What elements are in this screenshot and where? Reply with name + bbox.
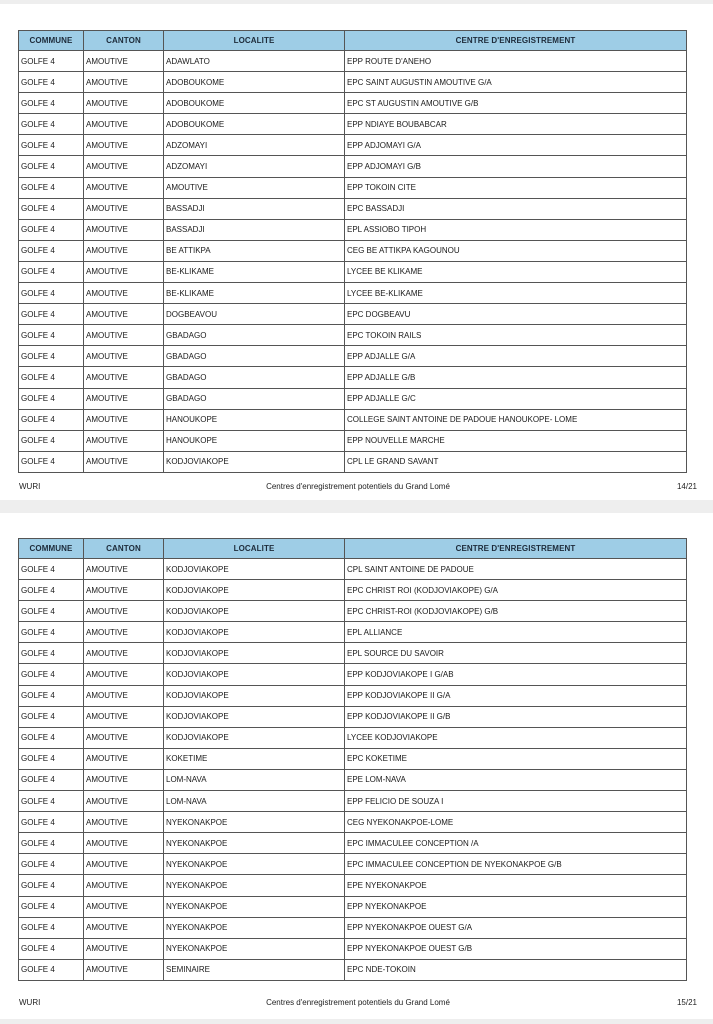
table-row — [19, 959, 687, 980]
document-page — [0, 4, 713, 500]
cell-centre: EPL ALLIANCE — [345, 622, 687, 643]
table-row — [19, 325, 687, 346]
table-row — [19, 177, 687, 198]
table-row — [19, 261, 687, 282]
table-row — [19, 367, 687, 388]
cell-commune: GOLFE 4 — [19, 304, 84, 325]
table-row — [19, 875, 687, 896]
cell-commune: GOLFE 4 — [19, 346, 84, 367]
cell-commune: GOLFE 4 — [19, 938, 84, 959]
footer-title: Centres d'enregistrement potentiels du Grand Lomé — [266, 482, 450, 491]
column-header-centre: CENTRE D'ENREGISTREMENT — [345, 31, 687, 51]
cell-centre: EPP NYEKONAKPOE — [345, 896, 687, 917]
cell-localite: KODJOVIAKOPE — [164, 451, 345, 472]
cell-commune: GOLFE 4 — [19, 156, 84, 177]
cell-commune: GOLFE 4 — [19, 283, 84, 304]
cell-canton: AMOUTIVE — [84, 240, 164, 261]
column-header-canton: CANTON — [84, 31, 164, 51]
table-row — [19, 727, 687, 748]
column-header-centre: CENTRE D'ENREGISTREMENT — [345, 539, 687, 559]
cell-localite: ADZOMAYI — [164, 135, 345, 156]
cell-canton: AMOUTIVE — [84, 875, 164, 896]
cell-commune: GOLFE 4 — [19, 833, 84, 854]
table-row — [19, 93, 687, 114]
cell-localite: BE-KLIKAME — [164, 283, 345, 304]
cell-centre: EPC CHRIST-ROI (KODJOVIAKOPE) G/B — [345, 601, 687, 622]
cell-centre: EPP KODJOVIAKOPE I G/AB — [345, 664, 687, 685]
cell-commune: GOLFE 4 — [19, 791, 84, 812]
table-body — [19, 559, 687, 981]
cell-canton: AMOUTIVE — [84, 367, 164, 388]
cell-commune: GOLFE 4 — [19, 896, 84, 917]
table-row — [19, 917, 687, 938]
cell-canton: AMOUTIVE — [84, 580, 164, 601]
cell-centre: EPP NYEKONAKPOE OUEST G/A — [345, 917, 687, 938]
cell-localite: BE-KLIKAME — [164, 261, 345, 282]
column-header-localite: LOCALITE — [164, 31, 345, 51]
table-row — [19, 240, 687, 261]
cell-localite: KODJOVIAKOPE — [164, 580, 345, 601]
cell-commune: GOLFE 4 — [19, 219, 84, 240]
cell-localite: KODJOVIAKOPE — [164, 727, 345, 748]
cell-canton: AMOUTIVE — [84, 72, 164, 93]
cell-localite: GBADAGO — [164, 388, 345, 409]
cell-centre: EPP KODJOVIAKOPE II G/B — [345, 706, 687, 727]
cell-canton: AMOUTIVE — [84, 261, 164, 282]
cell-centre: EPP FELICIO DE SOUZA I — [345, 791, 687, 812]
cell-canton: AMOUTIVE — [84, 833, 164, 854]
cell-localite: LOM-NAVA — [164, 791, 345, 812]
cell-commune: GOLFE 4 — [19, 177, 84, 198]
registration-centers-table — [18, 30, 687, 473]
cell-canton: AMOUTIVE — [84, 135, 164, 156]
cell-commune: GOLFE 4 — [19, 325, 84, 346]
cell-commune: GOLFE 4 — [19, 601, 84, 622]
column-header-canton: CANTON — [84, 539, 164, 559]
footer-org: WURI — [19, 482, 41, 491]
cell-canton: AMOUTIVE — [84, 409, 164, 430]
cell-centre: CEG NYEKONAKPOE-LOME — [345, 812, 687, 833]
cell-localite: KODJOVIAKOPE — [164, 706, 345, 727]
cell-centre: EPC NDE-TOKOIN — [345, 959, 687, 980]
table-row — [19, 896, 687, 917]
cell-commune: GOLFE 4 — [19, 959, 84, 980]
cell-canton: AMOUTIVE — [84, 451, 164, 472]
table-row — [19, 156, 687, 177]
cell-commune: GOLFE 4 — [19, 917, 84, 938]
cell-commune: GOLFE 4 — [19, 135, 84, 156]
cell-commune: GOLFE 4 — [19, 240, 84, 261]
cell-centre: EPP ADJOMAYI G/B — [345, 156, 687, 177]
cell-canton: AMOUTIVE — [84, 622, 164, 643]
cell-commune: GOLFE 4 — [19, 748, 84, 769]
cell-centre: EPC IMMACULEE CONCEPTION DE NYEKONAKPOE G/B — [345, 854, 687, 875]
cell-localite: GBADAGO — [164, 367, 345, 388]
table-row — [19, 346, 687, 367]
cell-localite: LOM-NAVA — [164, 769, 345, 790]
cell-commune: GOLFE 4 — [19, 388, 84, 409]
cell-commune: GOLFE 4 — [19, 685, 84, 706]
cell-canton: AMOUTIVE — [84, 664, 164, 685]
cell-centre: EPP NOUVELLE MARCHE — [345, 430, 687, 451]
cell-localite: ADOBOUKOME — [164, 93, 345, 114]
table-row — [19, 114, 687, 135]
cell-localite: KODJOVIAKOPE — [164, 622, 345, 643]
cell-commune: GOLFE 4 — [19, 580, 84, 601]
column-header-commune: COMMUNE — [19, 31, 84, 51]
table-row — [19, 622, 687, 643]
cell-localite: NYEKONAKPOE — [164, 896, 345, 917]
cell-canton: AMOUTIVE — [84, 791, 164, 812]
cell-commune: GOLFE 4 — [19, 559, 84, 580]
cell-centre: EPL SOURCE DU SAVOIR — [345, 643, 687, 664]
cell-localite: KODJOVIAKOPE — [164, 643, 345, 664]
cell-centre: EPL ASSIOBO TIPOH — [345, 219, 687, 240]
cell-localite: NYEKONAKPOE — [164, 875, 345, 896]
table-row — [19, 388, 687, 409]
cell-commune: GOLFE 4 — [19, 812, 84, 833]
cell-canton: AMOUTIVE — [84, 388, 164, 409]
cell-commune: GOLFE 4 — [19, 198, 84, 219]
cell-localite: AMOUTIVE — [164, 177, 345, 198]
cell-canton: AMOUTIVE — [84, 727, 164, 748]
cell-canton: AMOUTIVE — [84, 346, 164, 367]
table-row — [19, 643, 687, 664]
cell-canton: AMOUTIVE — [84, 219, 164, 240]
cell-commune: GOLFE 4 — [19, 643, 84, 664]
page-footer — [19, 482, 697, 494]
cell-canton: AMOUTIVE — [84, 114, 164, 135]
table-row — [19, 580, 687, 601]
cell-canton: AMOUTIVE — [84, 198, 164, 219]
table-row — [19, 51, 687, 72]
cell-canton: AMOUTIVE — [84, 283, 164, 304]
table-row — [19, 854, 687, 875]
table-row — [19, 938, 687, 959]
cell-centre: EPP ROUTE D'ANEHO — [345, 51, 687, 72]
footer-org: WURI — [19, 998, 41, 1007]
cell-centre: EPP ADJALLE G/C — [345, 388, 687, 409]
table-row — [19, 664, 687, 685]
cell-centre: EPC CHRIST ROI (KODJOVIAKOPE) G/A — [345, 580, 687, 601]
table-row — [19, 430, 687, 451]
footer-title: Centres d'enregistrement potentiels du Grand Lomé — [266, 998, 450, 1007]
cell-commune: GOLFE 4 — [19, 72, 84, 93]
cell-commune: GOLFE 4 — [19, 114, 84, 135]
cell-canton: AMOUTIVE — [84, 643, 164, 664]
cell-localite: NYEKONAKPOE — [164, 833, 345, 854]
cell-centre: LYCEE KODJOVIAKOPE — [345, 727, 687, 748]
cell-canton: AMOUTIVE — [84, 430, 164, 451]
table-row — [19, 685, 687, 706]
table-row — [19, 791, 687, 812]
cell-commune: GOLFE 4 — [19, 51, 84, 72]
cell-centre: LYCEE BE-KLIKAME — [345, 283, 687, 304]
table-row — [19, 812, 687, 833]
cell-centre: EPE NYEKONAKPOE — [345, 875, 687, 896]
cell-localite: NYEKONAKPOE — [164, 854, 345, 875]
cell-centre: EPC TOKOIN RAILS — [345, 325, 687, 346]
page-number: 14/21 — [676, 482, 697, 491]
table-row — [19, 451, 687, 472]
cell-centre: CPL LE GRAND SAVANT — [345, 451, 687, 472]
cell-localite: ADOBOUKOME — [164, 114, 345, 135]
page-number: 15/21 — [676, 998, 697, 1007]
cell-localite: ADOBOUKOME — [164, 72, 345, 93]
cell-canton: AMOUTIVE — [84, 938, 164, 959]
cell-canton: AMOUTIVE — [84, 325, 164, 346]
cell-centre: EPP NYEKONAKPOE OUEST G/B — [345, 938, 687, 959]
cell-localite: BASSADJI — [164, 219, 345, 240]
cell-canton: AMOUTIVE — [84, 769, 164, 790]
cell-canton: AMOUTIVE — [84, 896, 164, 917]
table-row — [19, 769, 687, 790]
cell-canton: AMOUTIVE — [84, 177, 164, 198]
cell-canton: AMOUTIVE — [84, 685, 164, 706]
cell-commune: GOLFE 4 — [19, 93, 84, 114]
document-page — [0, 513, 713, 1019]
cell-centre: EPC KOKETIME — [345, 748, 687, 769]
table-row — [19, 135, 687, 156]
cell-canton: AMOUTIVE — [84, 559, 164, 580]
cell-localite: KODJOVIAKOPE — [164, 664, 345, 685]
table-body — [19, 51, 687, 473]
cell-centre: EPP ADJOMAYI G/A — [345, 135, 687, 156]
cell-canton: AMOUTIVE — [84, 706, 164, 727]
page-footer — [19, 998, 697, 1010]
table-row — [19, 833, 687, 854]
table-row — [19, 198, 687, 219]
cell-localite: ADAWLATO — [164, 51, 345, 72]
cell-localite: NYEKONAKPOE — [164, 917, 345, 938]
cell-centre: EPP TOKOIN CITE — [345, 177, 687, 198]
cell-localite: GBADAGO — [164, 325, 345, 346]
cell-centre: EPP ADJALLE G/A — [345, 346, 687, 367]
cell-commune: GOLFE 4 — [19, 875, 84, 896]
table-row — [19, 409, 687, 430]
column-header-commune: COMMUNE — [19, 539, 84, 559]
cell-commune: GOLFE 4 — [19, 706, 84, 727]
cell-centre: EPP ADJALLE G/B — [345, 367, 687, 388]
cell-canton: AMOUTIVE — [84, 812, 164, 833]
cell-commune: GOLFE 4 — [19, 367, 84, 388]
cell-localite: DOGBEAVOU — [164, 304, 345, 325]
cell-centre: EPE LOM-NAVA — [345, 769, 687, 790]
cell-commune: GOLFE 4 — [19, 622, 84, 643]
cell-commune: GOLFE 4 — [19, 451, 84, 472]
cell-localite: KODJOVIAKOPE — [164, 559, 345, 580]
cell-localite: HANOUKOPE — [164, 430, 345, 451]
table-row — [19, 559, 687, 580]
cell-localite: KODJOVIAKOPE — [164, 685, 345, 706]
cell-canton: AMOUTIVE — [84, 93, 164, 114]
cell-commune: GOLFE 4 — [19, 727, 84, 748]
cell-localite: BASSADJI — [164, 198, 345, 219]
cell-localite: HANOUKOPE — [164, 409, 345, 430]
cell-centre: EPC DOGBEAVU — [345, 304, 687, 325]
cell-canton: AMOUTIVE — [84, 854, 164, 875]
registration-centers-table — [18, 538, 687, 981]
cell-localite: KOKETIME — [164, 748, 345, 769]
cell-localite: SEMINAIRE — [164, 959, 345, 980]
cell-canton: AMOUTIVE — [84, 51, 164, 72]
table-row — [19, 304, 687, 325]
cell-canton: AMOUTIVE — [84, 748, 164, 769]
cell-centre: EPP NDIAYE BOUBABCAR — [345, 114, 687, 135]
cell-commune: GOLFE 4 — [19, 430, 84, 451]
cell-canton: AMOUTIVE — [84, 917, 164, 938]
table-row — [19, 283, 687, 304]
cell-commune: GOLFE 4 — [19, 409, 84, 430]
cell-localite: NYEKONAKPOE — [164, 812, 345, 833]
cell-centre: EPC SAINT AUGUSTIN AMOUTIVE G/A — [345, 72, 687, 93]
cell-commune: GOLFE 4 — [19, 261, 84, 282]
cell-centre: EPC IMMACULEE CONCEPTION /A — [345, 833, 687, 854]
cell-canton: AMOUTIVE — [84, 304, 164, 325]
cell-canton: AMOUTIVE — [84, 601, 164, 622]
cell-localite: KODJOVIAKOPE — [164, 601, 345, 622]
cell-centre: CEG BE ATTIKPA KAGOUNOU — [345, 240, 687, 261]
column-header-localite: LOCALITE — [164, 539, 345, 559]
table-header-row — [19, 539, 687, 559]
cell-centre: COLLEGE SAINT ANTOINE DE PADOUE HANOUKOPE- LOME — [345, 409, 687, 430]
cell-centre: EPP KODJOVIAKOPE II G/A — [345, 685, 687, 706]
cell-canton: AMOUTIVE — [84, 959, 164, 980]
cell-localite: NYEKONAKPOE — [164, 938, 345, 959]
table-row — [19, 748, 687, 769]
cell-centre: CPL SAINT ANTOINE DE PADOUE — [345, 559, 687, 580]
cell-commune: GOLFE 4 — [19, 664, 84, 685]
table-header-row — [19, 31, 687, 51]
table-row — [19, 706, 687, 727]
table-row — [19, 72, 687, 93]
cell-centre: EPC BASSADJI — [345, 198, 687, 219]
cell-commune: GOLFE 4 — [19, 769, 84, 790]
cell-localite: BE ATTIKPA — [164, 240, 345, 261]
cell-centre: LYCEE BE KLIKAME — [345, 261, 687, 282]
cell-localite: ADZOMAYI — [164, 156, 345, 177]
cell-commune: GOLFE 4 — [19, 854, 84, 875]
table-row — [19, 219, 687, 240]
cell-localite: GBADAGO — [164, 346, 345, 367]
table-row — [19, 601, 687, 622]
cell-canton: AMOUTIVE — [84, 156, 164, 177]
cell-centre: EPC ST AUGUSTIN AMOUTIVE G/B — [345, 93, 687, 114]
